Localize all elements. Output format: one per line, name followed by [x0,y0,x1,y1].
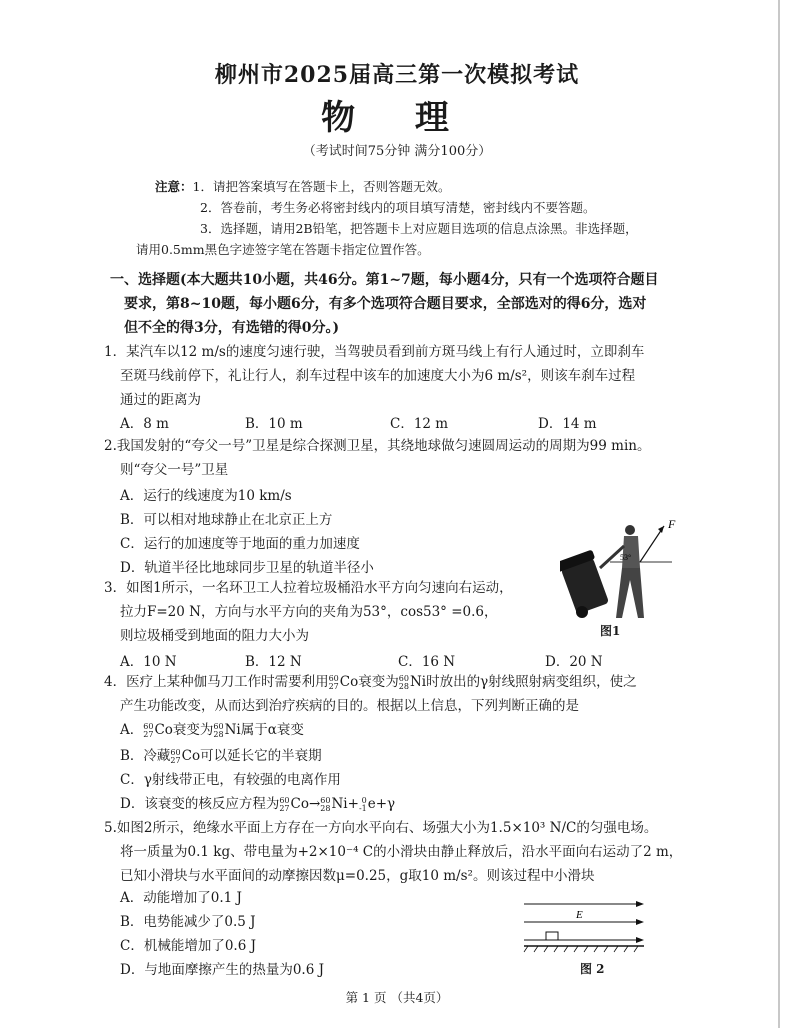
force-label: F [668,518,676,531]
q4-option-a: A． 60 27 Co衰变为 60 28 Ni属于α衰变 [120,721,304,739]
figure-2-label: 图 2 [580,962,605,976]
q5-option-c: C．机械能增加了0.6 J [120,938,257,954]
field-label: E [576,909,583,921]
question-4: 4．医疗上某种伽马刀工作时需要利用 60 27 Co衰变为 60 28 Ni时放出的γ射线照射病变组织，使之 产生功能改变，从而达到治疗疾病的目的。根据以上信息，下列判断正确的是 [104,670,704,718]
ground-hatching [524,946,638,952]
exam-title: 柳州市2025届高三第一次模拟考试 [214,62,580,88]
notice-item-3: 3．选择题，请用2B铅笔，把答题卡上对应题目选项的信息点涂黑。非选择题， [200,221,638,236]
angle-label: 53° [620,553,632,562]
figure-2-electric-field [520,896,650,956]
co60-nuclide: 60 27 [328,673,339,691]
q2-option-d: D．轨道半径比地球同步卫星的轨道半径小 [120,560,374,576]
q3-option-c: C．16 N [398,654,456,670]
q4-option-d: D．该衰变的核反应方程为 60 27 Co→ 60 28 Ni+ 0 -1 e+γ [120,795,396,813]
q5-option-d: D．与地面摩擦产生的热量为0.6 J [120,962,324,978]
question-5: 5.如图2所示，绝缘水平面上方存在一方向水平向右、场强大小为1.5×10³ N/C的匀强电场。 将一质量为0.1 kg、带电量为+2×10⁻⁴ C的小滑块由静止释放后，沿水平面向右运动了2 m， 已知小滑块与水平面间的动摩擦因数μ=0.25，g取10 m/s²。则该过程中小滑块 [104,820,683,884]
q2-option-a: A．运行的线速度为10 km/s [120,488,292,504]
question-3: 3．如图1所示，一名环卫工人拉着垃圾桶沿水平方向匀速向右运动， 拉力F=20 N，方向与水平方向的夹角为53°，cos53° =0.6， 则垃圾桶受到地面的阻力大小为 [104,580,513,644]
q3-option-b: B．12 N [245,654,302,670]
notice-item-3-cont: 请用0.5mm黑色字迹签字笔在答题卡指定位置作答。 [136,242,430,257]
question-1: 1．某汽车以12 m/s的速度匀速行驶，当驾驶员看到前方斑马线上有行人通过时，立即刹车 至斑马线前停下，礼让行人，刹车过程中该车的加速度大小为6 m/s²，则该车刹车过程 通过的距离为 [104,344,645,408]
force-arrowhead-icon [658,526,664,533]
q1-option-c: C．12 m [390,416,449,432]
question-2: 2.我国发射的“夸父一号”卫星是综合探测卫星，其绕地球做匀速圆周运动的周期为99 min。 则“夸父一号”卫星 [104,438,651,478]
arrowhead-icon [636,901,644,907]
worker-figure-icon [600,525,644,618]
notice-label: 注意： [155,179,193,194]
page-footer: 第 1 页 （共4页） [345,990,449,1005]
q1-option-b: B．10 m [245,416,303,432]
q2-option-c: C．运行的加速度等于地面的重力加速度 [120,536,360,552]
slider-block [546,932,558,940]
ni60-nuclide: 60 28 [398,673,409,691]
arrowhead-icon [636,937,644,943]
notice-item-1: 注意：1．请把答案填写在答题卡上，否则答题无效。 [155,179,451,194]
q4-option-c: C．γ射线带正电，有较强的电离作用 [120,772,341,788]
figure-1-label: 图1 [600,624,621,638]
trash-bin-icon [560,549,609,618]
q1-option-d: D．14 m [538,416,597,432]
arrowhead-icon [636,919,644,925]
notice-item-2: 2．答卷前，考生务必将密封线内的项目填写清楚，密封线内不要答题。 [200,200,596,215]
q4-option-b: B．冷藏 60 27 Co可以延长它的半衰期 [120,747,322,765]
q4-line-1: 4．医疗上某种伽马刀工作时需要利用 60 27 Co衰变为 60 28 Ni时放出的γ射线照射病变组织，使之 [104,673,637,691]
q2-option-b: B．可以相对地球静止在北京正上方 [120,512,333,528]
q5-option-a: A．动能增加了0.1 J [120,890,242,906]
q1-option-a: A．8 m [120,416,169,432]
exam-subtitle: （考试时间75分钟 满分100分） [302,144,492,159]
q5-option-b: B．电势能减少了0.5 J [120,914,256,930]
q3-option-a: A．10 N [120,654,177,670]
subject-title: 物 理 [321,98,473,138]
section-header: 一、选择题(本大题共10小题，共46分。第1~7题，每小题4分，只有一个选项符合题目 要求，第8~10题，每小题6分，有多个选项符合题目要求，全部选对的得6分，选对 但不全的得3分，有选错的得0分。) [110,272,659,336]
q3-option-d: D．20 N [545,654,603,670]
